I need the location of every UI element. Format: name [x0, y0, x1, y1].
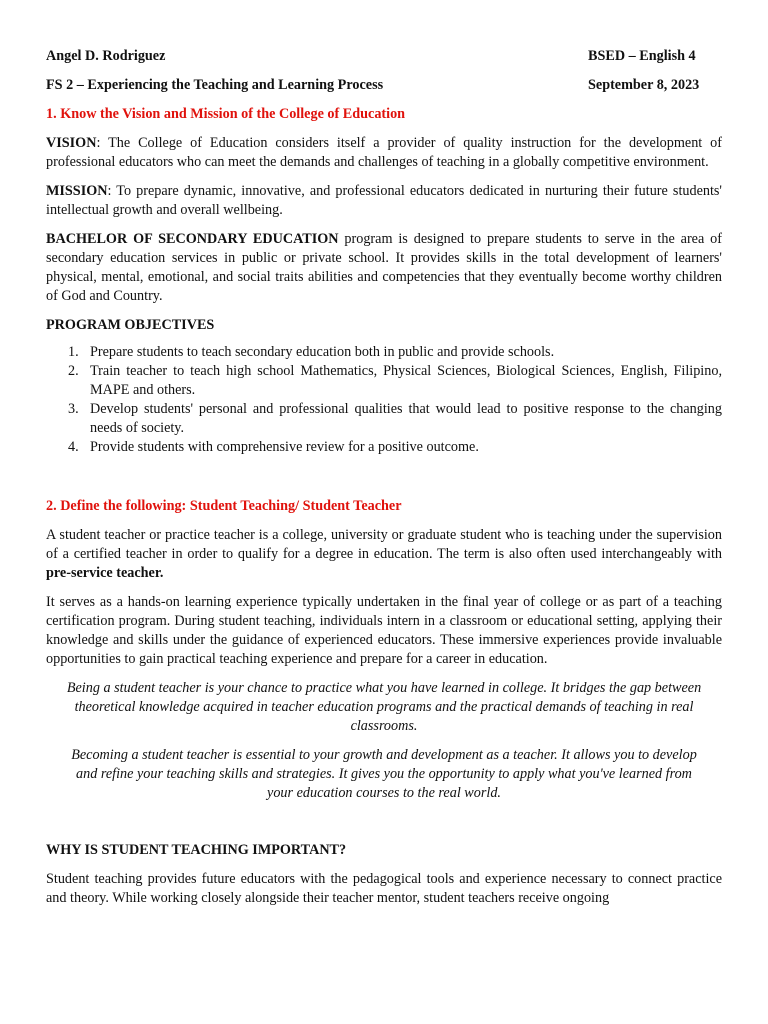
vision-paragraph — [46, 134, 722, 172]
section-1-title: 1. Know the Vision and Mission of the College of Education — [46, 106, 406, 122]
bse-label: BACHELOR OF SECONDARY EDUCATION — [46, 231, 339, 247]
pre-service-term: pre-service teacher. — [46, 565, 164, 581]
quote-2: Becoming a student teacher is essential to your growth and development as a teacher. It allows you to develop and refine your teaching skills and strategies. It gives you the opportunity to apply what you've learned from your education courses to the real world. — [71, 747, 697, 801]
vision-label: VISION — [46, 135, 97, 151]
quote-1: Being a student teacher is your chance to practice what you have learned in college. It bridges the gap between theoretical knowledge acquired in teacher education programs and the practical demands of teaching in real classrooms. — [66, 680, 702, 734]
list-item: 2. Train teacher to teach high school Mathematics, Physical Sciences, Biological Sciences, English, Filipino, MAPE and others. — [68, 363, 722, 398]
header-row-1 — [46, 47, 722, 66]
student-teaching-description: It serves as a hands-on learning experience typically undertaken in the final year of college or as part of a teaching certification program. During student teaching, individuals intern in a classroom or educational setting, applying their knowledge and skills under the guidance of experienced educators. These immersive experiences provide invaluable opportunities to gain practical teaching experience and prepare for a career in education. — [46, 594, 722, 667]
objectives-heading: PROGRAM OBJECTIVES — [46, 317, 215, 333]
why-important-heading: WHY IS STUDENT TEACHING IMPORTANT? — [46, 842, 347, 858]
bse-paragraph — [46, 230, 722, 306]
list-item: 1. Prepare students to teach secondary education both in public and provide schools. — [68, 344, 555, 360]
objectives-list — [46, 343, 722, 457]
subject-title: FS 2 – Experiencing the Teaching and Learning Process — [46, 77, 384, 93]
section-2-title: 2. Define the following: Student Teaching/ Student Teacher — [46, 498, 402, 514]
course-code: BSED – English 4 — [588, 48, 696, 64]
vision-text: : The College of Education considers itself a provider of quality instruction for the development of professional educators who can meet the demands and challenges of teaching in a globally competitive environment. — [46, 135, 722, 170]
bse-text: program is designed to prepare students to serve in the area of secondary education services in public or private school. It provides skills in the total development of learners' physical, mental, emotional, and social traits abilities and competencies that they eventually become worthy children of God and Country. — [46, 231, 722, 304]
header-row-2 — [46, 76, 722, 95]
list-item: 4. Provide students with comprehensive review for a positive outcome. — [68, 439, 479, 455]
mission-paragraph — [46, 182, 722, 220]
list-item: 3. Develop students' personal and professional qualities that would lead to positive response to the changing needs of society. — [68, 401, 722, 436]
mission-label: MISSION — [46, 183, 108, 199]
document-date: September 8, 2023 — [588, 77, 700, 93]
mission-text: : To prepare dynamic, innovative, and professional educators dedicated in nurturing their future students' intellectual growth and overall wellbeing. — [46, 183, 722, 218]
why-important-paragraph: Student teaching provides future educators with the pedagogical tools and experience necessary to connect practice and theory. While working closely alongside their teacher mentor, student teachers receive ongoing — [46, 871, 722, 906]
author-name: Angel D. Rodriguez — [46, 48, 166, 64]
student-teacher-definition: A student teacher or practice teacher is a college, university or graduate student who is teaching under the supervision of a certified teacher in order to qualify for a degree in education. The term is also often used interchangeably with pre-service teacher. — [46, 527, 722, 581]
